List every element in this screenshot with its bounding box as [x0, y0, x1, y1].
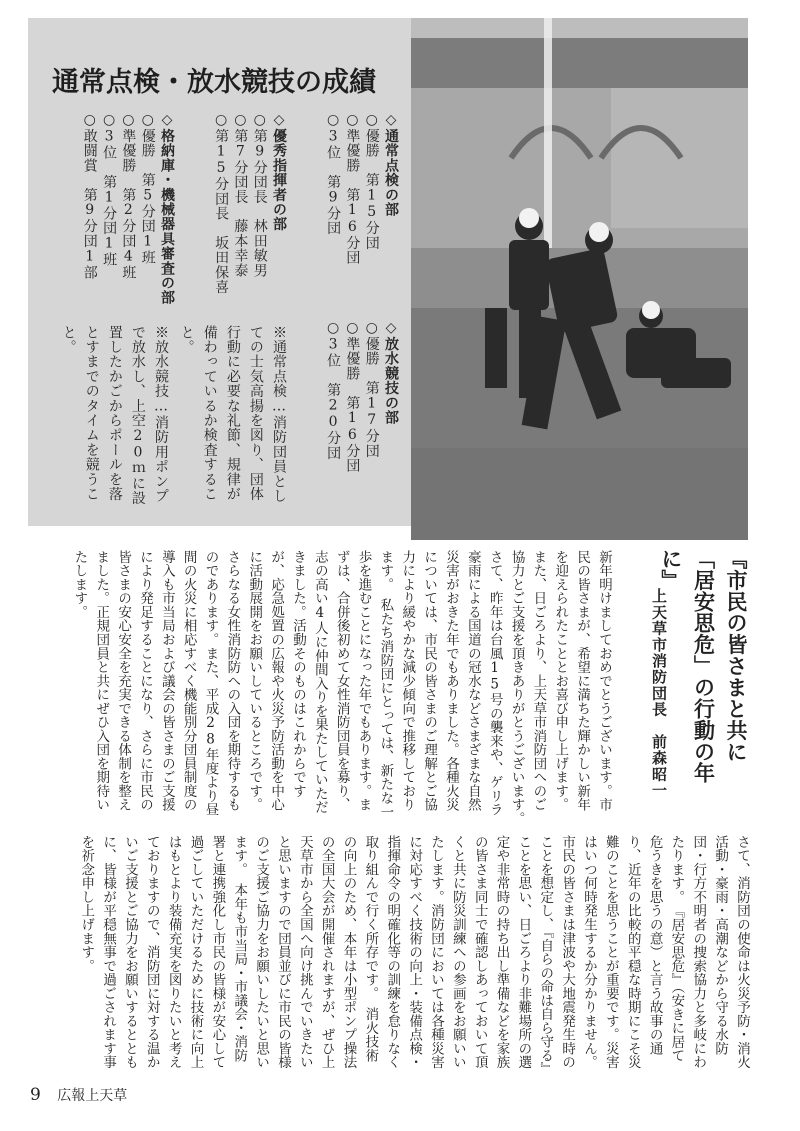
storage-line-3: ○3位 第1分団1班 [101, 112, 118, 267]
article-byline: 上天草市消防団長 前森昭一 [650, 588, 668, 799]
storage-line-4: ○敢闘賞 第9分団1部 [81, 112, 98, 280]
excellent-line-1: ○第9分団長 林田敏男 [251, 112, 268, 278]
note-inspection: ※通常点検…消防団員としての士気高揚を図り、団体行動に必要な礼節、規律が備わっているか検査すること。 [178, 325, 287, 504]
water-header: ◇放水競技の部 [383, 320, 399, 425]
page-number: 9 [30, 1085, 41, 1105]
storage-line-1: ○優勝 第5分団1班 [139, 112, 156, 265]
article-lower-paragraphs: さて、消防団の使命は火災予防・消火活動・豪雨・高潮などから守る水防団・行方不明者の捜索協力と多岐にわたります。 『居安思危』（安きに居て危うきを思うの意）と言う故事の通り、近年の比較的平穏な時期にこそ災難のことを思うことが重要です。災害はいつ何時発生するか分かりません。市民の皆さまは津波や大地震発生時のことを想定し、『自らの命は自ら守る』ことを思い、日ごろより非難場所の選定や非常時の持ち出し準備などを家族の皆さま同士で確認しあっておいて頂くと共に防災訓練への参画をお願いいたします。消防団においては各種災害に対応すべく技術の向上・装備点検・指揮命令の明確化等の訓練を怠りなく取り組んで行く所存です。 消火技術の向上のため、本年は小型ポンプ操法の全国大会が開催されますが、ぜひ上天草市から全国へ向け挑んでいきたいと思いますので団員並びに市民の皆様のご支援ご協力をお願いしたいと思います。 本年も市当局・市議会・消防署と連携強化し市民の皆様が安心して過ごしていただけるために技術に向上はもとより装備充実を図りたいと考えておりますので、消防団に対する温かいご支援とご協力をお願いするとともに、皆様が平穏無事で過ごされます事を祈念申し上げます。 [78, 835, 750, 1070]
inspection-line-1: ○優勝 第15分団 [363, 112, 380, 251]
water-line-1: ○優勝 第17分団 [363, 320, 380, 459]
excellent-line-3: ○第15分団長 坂田保喜 [213, 112, 230, 295]
note-water: ※放水競技…消防用ポンプで放水し、上空20ｍに設置したかごからポールを落とすまでのタイムを競うこと。 [60, 325, 169, 506]
publication-name: 広報上天草 [57, 1088, 128, 1104]
article-heading [612, 548, 752, 818]
article-title-line-2: 「居安思危」の行動の年に』 [658, 548, 716, 784]
water-results [300, 320, 400, 510]
article-body-lower [48, 835, 752, 1070]
firefighters-photo [411, 18, 748, 540]
article-title-line-1: 『市民の皆さまと共に [724, 548, 748, 763]
water-line-2: ○準優勝 第16分団 [344, 320, 361, 473]
inspection-header: ◇通常点検の部 [383, 112, 399, 217]
excellent-header: ◇優秀指揮者の部 [271, 112, 287, 232]
results-title: 通常点検・放水競技の成績 [52, 67, 376, 98]
excellent-line-2: ○第7分団長 藤本幸泰 [232, 112, 249, 278]
water-line-3: ○3位 第20分団 [325, 320, 342, 461]
inspection-line-3: ○3位 第9分団 [325, 112, 342, 236]
inspection-line-2: ○準優勝 第16分団 [344, 112, 361, 265]
storage-line-2: ○準優勝 第2分団4班 [120, 112, 137, 280]
page-footer [30, 1085, 127, 1105]
article-body-upper [48, 550, 614, 833]
storage-header: ◇格納庫・機械器具審査の部 [159, 112, 175, 306]
article-upper-paragraphs: 新年明けましておめでとうございます。市民の皆さまが、希望に満ちた輝かしい新年を迎えられたこととお喜び申し上げます。また、日ごろより、上天草市消防団へのご協力とご支援を頂きありがとうございます。 さて、昨年は台風15号の襲来や、ゲリラ豪雨による国道の冠水などさまざまな自然災害がおきた年でもありました。各種火災については、市民の皆さまのご理解とご協力により緩やかな減少傾向で推移しております。 私たち消防団にとっては、新たな一歩を進むことになった年でもあります。まずは、合併後初めて女性消防団員を募り、志の高い4人に仲間入りを果たしていただきました。活動そのものはこれからですが、応急処置の広報や火災予防活動を中心に活動展開をお願いしているところです。さらなる女性消防防への入団を期待するものであります。また、平成28年度より昼間の火災に相応すべく機能別分団員制度の導入も市当局および議会の皆さまのご支援により発足することになり、さらに市民の皆さまの安心安全を充実できる体制を整えました。正規団員と共にぜひ入団を期待いたします。 [71, 550, 612, 833]
